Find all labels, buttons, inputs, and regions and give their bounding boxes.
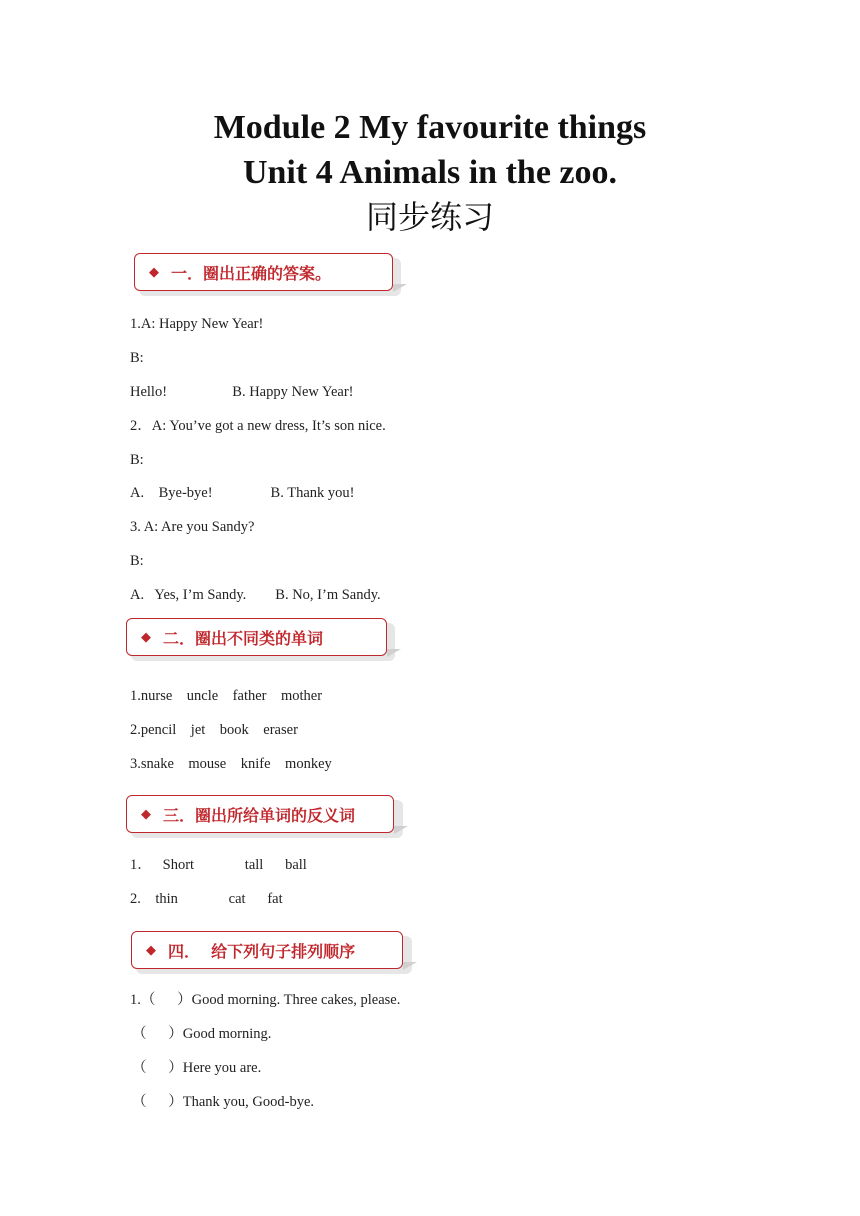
page-title: Module 2 My favourite things <box>213 109 647 146</box>
section-1-line-9: A. Yes, I’m Sandy. B. No, I’m Sandy. <box>130 587 381 603</box>
section-1-line-1: 1.A: Happy New Year! <box>130 316 264 332</box>
page-subtitle-chinese: 同步练习 <box>365 198 494 236</box>
section-3-heading-box <box>126 795 394 833</box>
section-3-line-2: 2. thin cat fat <box>130 891 283 907</box>
section-1-line-5: B: <box>130 452 144 468</box>
section-4-line-2: （ ）Good morning. <box>132 1026 272 1042</box>
section-2-line-2: 2.pencil jet book eraser <box>130 722 298 738</box>
section-1-line-3: Hello! B. Happy New Year! <box>130 384 354 400</box>
section-3-heading: 三．圈出所给单词的反义词 <box>163 805 356 825</box>
section-1-line-4: 2．A: You’ve got a new dress, It’s son nice. <box>130 418 386 434</box>
page-subtitle: Unit 4 Animals in the zoo. <box>242 154 618 191</box>
section-4-tail <box>403 962 417 970</box>
section-4-heading-box <box>131 931 403 969</box>
diamond-icon: ◆ <box>141 806 151 822</box>
section-4-line-3: （ ）Here you are. <box>132 1060 262 1076</box>
section-1-tail <box>393 284 407 292</box>
section-1-line-2: B: <box>130 350 144 366</box>
section-2-line-1: 1.nurse uncle father mother <box>130 688 323 704</box>
section-4-heading: 四． 给下列句子排列顺序 <box>168 941 356 961</box>
section-1-line-6: A. Bye-bye! B. Thank you! <box>130 485 355 501</box>
section-1-heading: 一．圈出正确的答案。 <box>171 263 332 283</box>
diamond-icon: ◆ <box>141 629 151 645</box>
section-1-line-8: B: <box>130 553 144 569</box>
section-1-heading-box <box>134 253 393 291</box>
section-4-line-1: 1.（ ）Good morning. Three cakes, please. <box>130 992 401 1008</box>
section-2-tail <box>387 649 401 657</box>
diamond-icon: ◆ <box>149 264 159 280</box>
section-3-tail <box>394 826 408 834</box>
diamond-icon: ◆ <box>146 942 156 958</box>
section-1-line-7: 3. A: Are you Sandy? <box>130 519 255 535</box>
section-4-line-4: （ ）Thank you, Good-bye. <box>132 1094 315 1110</box>
section-2-heading: 二．圈出不同类的单词 <box>163 628 324 648</box>
section-3-line-1: 1． Short tall ball <box>130 857 307 873</box>
section-2-heading-box <box>126 618 387 656</box>
section-2-line-3: 3.snake mouse knife monkey <box>130 756 332 772</box>
